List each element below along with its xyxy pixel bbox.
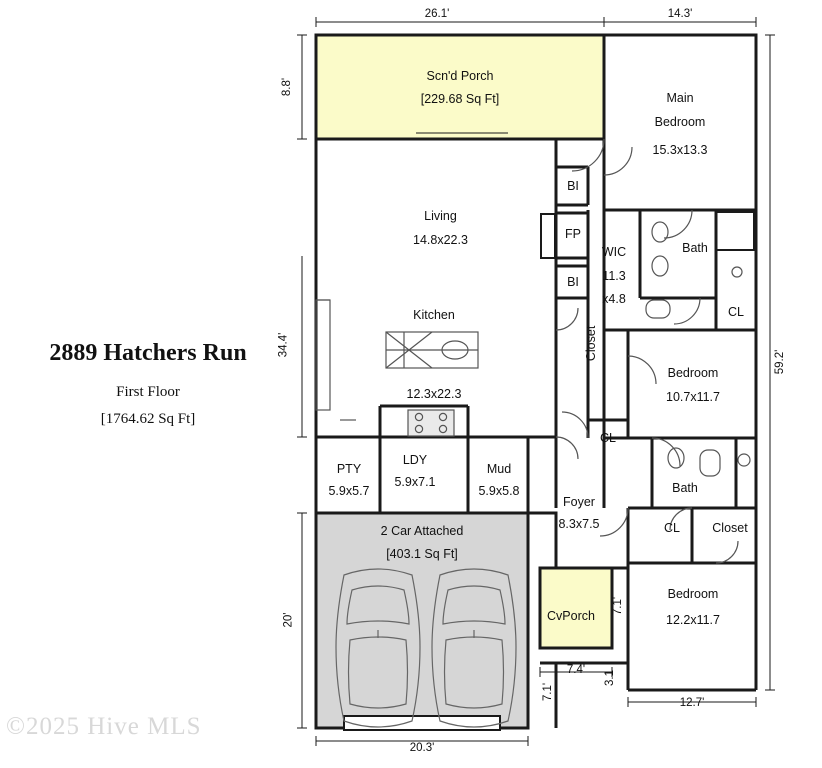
room-dim-mud: 5.9x5.8: [478, 484, 520, 498]
room-label-closet-hall: Closet: [583, 325, 598, 362]
room-label-bi-1: BI: [567, 179, 579, 193]
room-dim-foyer: 8.3x7.5: [558, 517, 600, 531]
dim-cvporch-height: 7.1': [612, 596, 624, 616]
room-label-closet-br3: Closet: [712, 521, 748, 535]
room-label-bedroom-3: Bedroom: [667, 587, 719, 601]
room-label-pty: PTY: [336, 462, 362, 476]
plan-floor: First Floor: [116, 384, 180, 400]
room-label-cl-1: CL: [728, 305, 744, 319]
room-label-ldy: LDY: [402, 453, 428, 467]
room-label-scnd-porch: Scn'd Porch: [426, 69, 494, 83]
room-dim-kitchen: 12.3x22.3: [406, 387, 462, 401]
dim-right-total: 59.2': [774, 349, 786, 375]
room-dim-ldy: 5.9x7.1: [394, 475, 436, 489]
room-dim-wic-1: 11.3: [602, 269, 626, 283]
room-label-bedroom-2: Bedroom: [667, 366, 719, 380]
room-area-scnd-porch: [229.68 Sq Ft]: [420, 92, 500, 106]
room-label-bath-main: Bath: [682, 241, 708, 255]
room-label-main-bedroom: Main: [666, 91, 694, 105]
dim-top-left: 26.1': [424, 8, 450, 20]
room-label-main-bedroom-2: Bedroom: [654, 115, 706, 129]
room-label-cl-2: CL: [600, 431, 616, 445]
dim-left-porch: 8.8': [280, 77, 293, 97]
room-dim-bedroom-3: 12.2x11.7: [666, 613, 720, 627]
room-dim-pty: 5.9x5.7: [328, 484, 370, 498]
dim-left-living: 34.4': [277, 332, 290, 358]
dim-top-right: 14.3': [667, 8, 693, 20]
room-dim-main-bedroom: 15.3x13.3: [652, 143, 708, 157]
dim-cvporch-width: 7.4': [566, 664, 586, 676]
plan-title: 2889 Hatchers Run: [49, 340, 247, 366]
room-dim-bedroom-2: 10.7x11.7: [666, 390, 720, 404]
watermark: ©2025 Hive MLS: [6, 713, 202, 740]
room-label-fp: FP: [565, 227, 581, 241]
room-label-bi-2: BI: [567, 275, 579, 289]
room-dim-wic-2: x4.8: [602, 292, 626, 306]
room-label-cvporch: CvPorch: [547, 609, 595, 623]
room-label-living: Living: [424, 209, 457, 223]
dim-garage-side: 7.1': [542, 682, 554, 702]
dim-small-31: 3.1: [604, 670, 616, 686]
room-label-cl-3: CL: [664, 521, 680, 535]
room-label-bath-2: Bath: [672, 481, 698, 495]
plan-area: [1764.62 Sq Ft]: [100, 411, 196, 427]
room-label-wic: WIC: [601, 245, 627, 259]
room-label-kitchen: Kitchen: [413, 308, 455, 322]
dim-left-garage: 20': [282, 612, 295, 628]
dim-bottom-garage: 20.3': [409, 742, 435, 754]
room-label-mud: Mud: [486, 462, 512, 476]
dim-bottom-right: 12.7': [679, 697, 705, 709]
room-dim-living: 14.8x22.3: [413, 233, 468, 247]
room-label-garage: 2 Car Attached: [380, 524, 464, 538]
room-area-garage: [403.1 Sq Ft]: [386, 547, 458, 561]
room-label-foyer: Foyer: [563, 495, 595, 509]
